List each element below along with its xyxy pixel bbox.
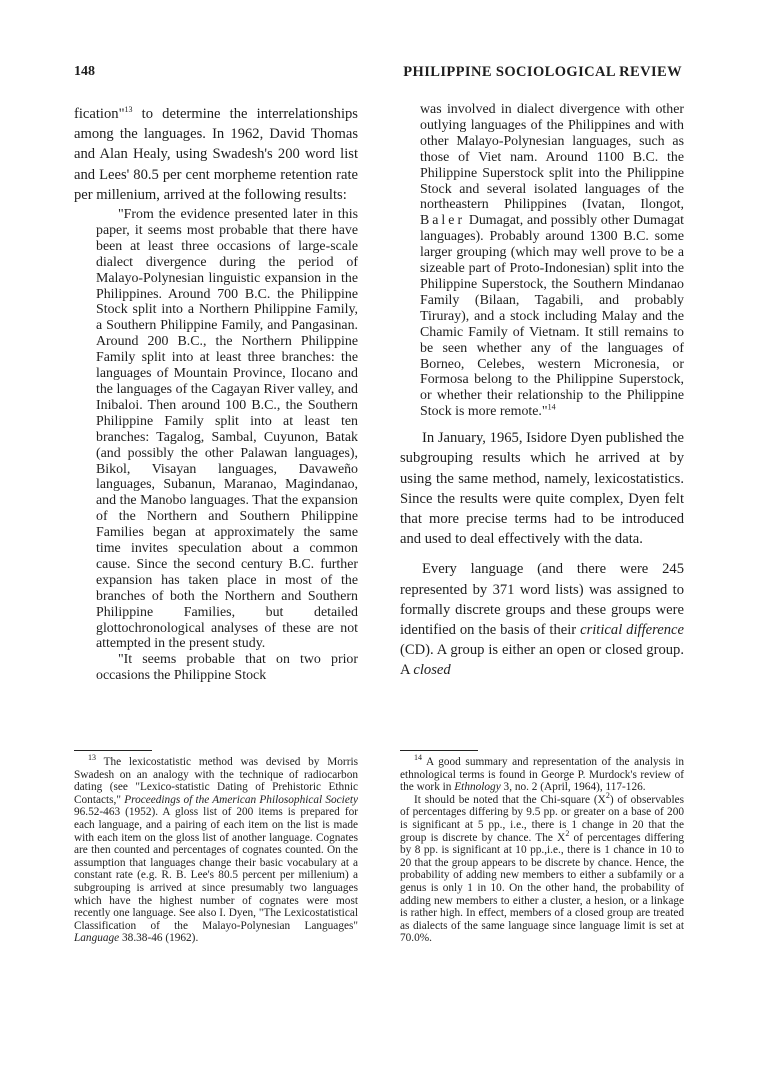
- page-number: 148: [74, 64, 95, 79]
- footnote-rule-left: [74, 750, 152, 751]
- footnote-rule-right: [400, 750, 478, 751]
- quote-paragraph-1: "From the evidence presented later in this paper, it seems most probable that there have been at least three occasions of large-scale dialect divergence during the period of Malayo-Polynesian linguistic expansion in the Philippines. Around 700 B.C. the Philippine Stock split into a Northern Philippine Family, a Southern Philippine Family, and Pangasinan. Around 200 B.C., the Northern Philippine Family split into at least three branches: the languages of Mountain Province, Ilocano and the languages of the Cagayan River valley, and Inibaloi. Then around 100 B.C., the Southern Philippine Family split into at least ten branches: Tagalog, Sambal, Cuyunon, Batak (and possibly the other Palawan languages), Bikol, Visayan languages, Davaweño languages, Subanun, Maranao, Magindanao, and the Manobo languages. That the expansion of the Northern and Southern Philippine Families began at approximately the same time invites speculation about a common cause. Since the second century B.C. further expansion has taken place in most of the branches of both the Northern and Southern Philippine Families, but detailed glottochronological analyses of these are not attempted in the present study.: [96, 207, 358, 652]
- paragraph-languages: Every language (and there were 245 represented by 371 word lists) was assigned to formally discrete groups and these groups were identified on the basis of their critical difference (CD). A group is either an open or closed group. A closed: [400, 561, 684, 679]
- running-title: PHILIPPINE SOCIOLOGICAL REVIEW: [403, 64, 682, 80]
- footnote-14: $^{14}$ A good summary and representation of the analysis in ethnological terms is found in George P. Murdock's review of the work in Ethnology 3, no. 2 (April, 1964), 117-126. It should be noted that the Chi-square $(X^2)$ of observables of percentages differing by 9.5 pp. or greater on a base of 200 is significant at 5 pp., i.e., there is 1 change in 20 that the group is discrete by chance. The $X^2$ of percentages differing by 8 pp. is significant at 10 pp.,i.e., there is 1 chance in 10 to 20 that the group appears to be discrete by chance. Hence, the probability of adding new members to either a subfamily or a genus is only 1 in 10. On the other hand, the probability of adding new members to either a cluster, a hesion, or a linkage is rather high. In effect, members of a closed group are treated as dialects of the same language since language limit is set at 70.0%.: [400, 753, 684, 945]
- paragraph-dyen: In January, 1965, Isidore Dyen published the subgrouping results which he arrived at by using the same method, namely, lexicostatistics. Since the results were quite complex, Dyen felt that more precise terms had to be introduced and used to deal effectively with the data.: [400, 430, 684, 548]
- quote-continuation: was involved in dialect divergence with other outlying languages of the Philippines and with other Malayo-Polynesian languages, such as those of Viet nam. Around 1100 B.C. the Philippine Superstock split into the Philippine Stock and several isolated languages of the northeastern Philippines (Ivatan, Ilongot, Baler Dumagat, and possibly other Dumagat languages). Probably around 1300 B.C. some larger grouping (which may well prove to be a sizeable part of Proto-Indonesian) split into the Philippine Superstock, the Southern Mindanao Family (Bilaan, Tagabili, and probably Tiruray), and a stock including Malay and the Chamic Family of Vietnam. It still remains to be seen whether any of the languages of Borneo, Celebes, western Micronesia, or Formosa belong to the Philippine Superstock, or whether their relationship to the Philippine Stock is more remote."$^{14}$: [420, 102, 684, 420]
- footnote-ref-13[interactable]: 13: [124, 105, 133, 115]
- quote-paragraph-2: "It seems probable that on two prior occasions the Philippine Stock: [96, 652, 358, 684]
- block-quote: [96, 207, 358, 684]
- footnote-ref-14[interactable]: 14: [547, 402, 556, 412]
- page-header: [74, 64, 682, 86]
- intro-paragraph: fication"$^{13}$ to determine the interrelationships among the languages. In 1962, David Thomas and Alan Healy, using Swadesh's 200 word list and Lees' 80.5 per cent morpheme retention rate per millenium, arrived at the following results:: [74, 105, 358, 203]
- right-column: [400, 102, 684, 681]
- footnote-13: $^{13}$ The lexicostatistic method was devised by Morris Swadesh on an analogy with the technique of radiocarbon dating (see "Lexico-statistic Dating of Prehistoric Ethnic Contacts," Proceedings of the American Philosophical Society 96.52-463 (1952). A gloss list of 200 items is prepared for each language, and a pairing of each item on the list is made with each item on the gloss list of another language. Cognates are then counted and percentages of cognates counted. On the assumption that languages change their basic vocabulary at a constant rate (e.g. R. B. Lee's 80.5 percent per millenium) a subgrouping is arrived at since presumably two languages which have the highest number of cognates were most recently one language. See also I. Dyen, "The Lexicostatistical Classification of the Malayo-Polynesian Languages" Language 38.38-46 (1962).: [74, 753, 358, 945]
- left-column: [74, 104, 358, 684]
